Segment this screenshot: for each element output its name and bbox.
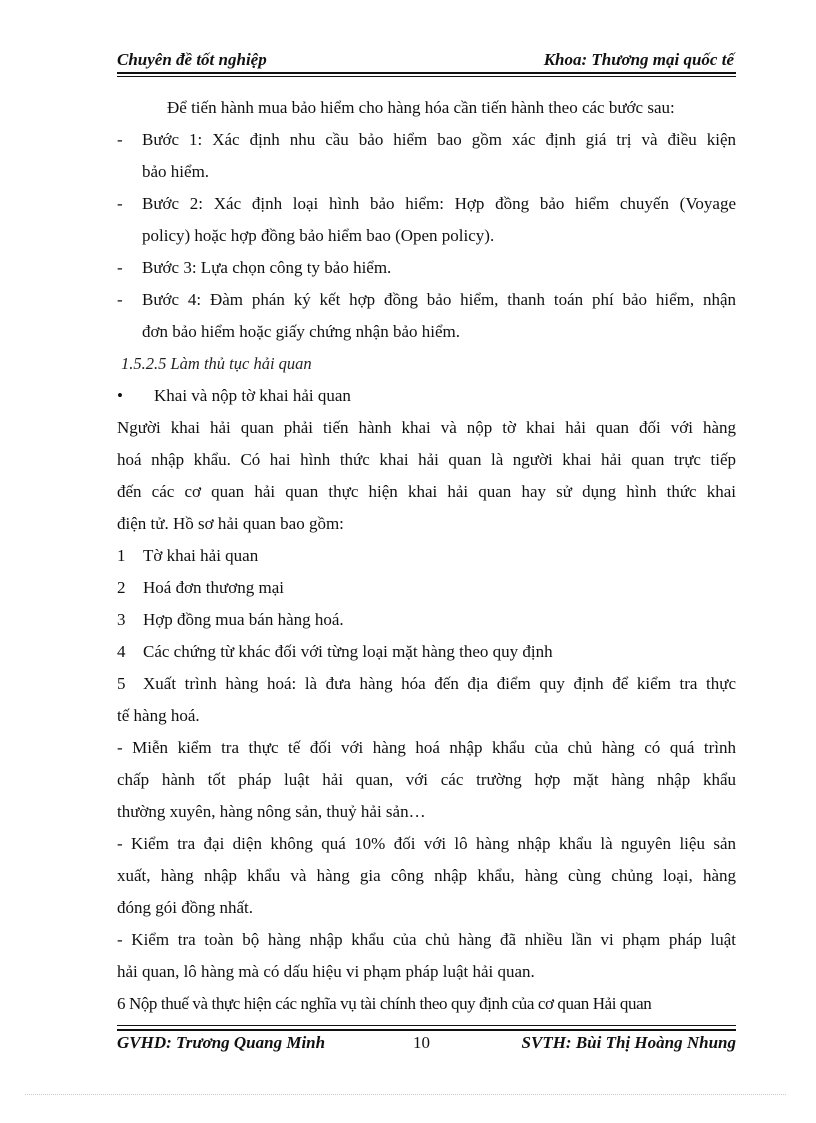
paragraph-line: điện tử. Hồ sơ hải quan bao gồm: [117,514,344,533]
paragraph-line: đến các cơ quan hải quan thực hiện khai hải quan hay sử dụng hình thức khai [117,482,736,501]
paragraph-line: đóng gói đồng nhất. [117,898,253,917]
list-number: 4 [117,642,126,661]
header-rule-thin [117,76,736,77]
customs-paragraph [117,412,736,540]
paragraph-line: hoá nhập khẩu. Có hai hình thức khai hải quan là người khai hải quan trực tiếp [117,450,736,469]
paragraph-line: xuất, hàng nhập khẩu và hàng gia công nhập khẩu, hàng cùng chủng loại, hàng [117,866,736,885]
step-dash: - [117,258,123,277]
list-item [117,572,736,604]
inspection-paragraph-1 [117,732,736,828]
footer-student: SVTH: Bùi Thị Hoàng Nhung [521,1033,736,1052]
paragraph-line: - Kiểm tra đại diện không quá 10% đối với lô hàng nhập khẩu là nguyên liệu sản [117,834,736,853]
step-1 [117,124,736,188]
list-item [117,636,736,668]
list-number: 5 [117,674,126,693]
page-edge-divider [25,1094,786,1095]
page-number: 10 [413,1033,430,1052]
header-rule [117,72,736,74]
step-3 [117,252,736,284]
numbered-list [117,540,736,732]
step-4-line-1: Bước 4: Đàm phán ký kết hợp đồng bảo hiểm, thanh toán phí bảo hiểm, nhận [142,290,736,309]
paragraph-line: thường xuyên, hàng nông sản, thuỷ hải sản… [117,802,426,821]
bullet-icon: • [117,386,123,405]
paragraph-line: hải quan, lô hàng mà có dấu hiệu vi phạm pháp luật hải quan. [117,962,535,981]
tax-line: 6 Nộp thuế và thực hiện các nghĩa vụ tài chính theo quy định của cơ quan Hải quan [117,994,652,1013]
list-text: Hoá đơn thương mại [143,578,284,597]
paragraph-line: - Kiểm tra toàn bộ hàng nhập khẩu của chủ hàng đã nhiều lần vi phạm pháp luật [117,930,736,949]
step-4 [117,284,736,348]
list-text: Xuất trình hàng hoá: là đưa hàng hóa đến địa điểm quy định để kiểm tra thực [143,674,736,693]
page-footer [117,1033,736,1057]
step-dash: - [117,194,123,213]
list-text: Các chứng từ khác đối với từng loại mặt hàng theo quy định [143,642,553,661]
step-3-line-1: Bước 3: Lựa chọn công ty bảo hiểm. [142,258,392,277]
step-2-line-1: Bước 2: Xác định loại hình bảo hiểm: Hợp đồng bảo hiểm chuyến (Voyage [142,194,736,213]
section-heading: 1.5.2.5 Làm thủ tục hải quan [121,354,312,373]
step-1-line-1: Bước 1: Xác định nhu cầu bảo hiểm bao gồm xác định giá trị và điều kiện [142,130,736,149]
list-text: Tờ khai hải quan [143,546,259,565]
list-number: 2 [117,578,126,597]
list-item [117,604,736,636]
page-header [117,48,734,72]
footer-rule [117,1029,736,1031]
list-number: 1 [117,546,126,565]
step-4-line-2: đơn bảo hiểm hoặc giấy chứng nhận bảo hiểm. [142,322,460,341]
header-right: Khoa: Thương mại quốc tế [543,50,734,69]
step-2-line-2: policy) hoặc hợp đồng bảo hiểm bao (Open policy). [142,226,495,245]
list-item [117,668,736,700]
list-item-continuation: tế hàng hoá. [117,706,200,725]
list-item [117,540,736,572]
inspection-paragraph-3 [117,924,736,988]
page-content [117,92,736,1020]
inspection-paragraph-2 [117,828,736,924]
paragraph-line: Người khai hải quan phải tiến hành khai và nộp tờ khai hải quan đối với hàng [117,418,736,437]
header-left: Chuyên đề tốt nghiệp [117,50,267,69]
step-dash: - [117,290,123,309]
bullet-item [117,380,736,412]
step-1-line-2: bảo hiểm. [142,162,210,181]
step-2 [117,188,736,252]
intro-text: Để tiến hành mua bảo hiểm cho hàng hóa cần tiến hành theo các bước sau: [167,98,675,117]
list-text: Hợp đồng mua bán hàng hoá. [143,610,344,629]
step-dash: - [117,130,123,149]
paragraph-line: - Miễn kiểm tra thực tế đối với hàng hoá nhập khẩu của chủ hàng có quá trình [117,738,736,757]
list-number: 3 [117,610,126,629]
bullet-text: Khai và nộp tờ khai hải quan [154,386,351,405]
footer-rule-thin [117,1025,736,1026]
footer-instructor: GVHD: Trương Quang Minh [117,1033,326,1052]
paragraph-line: chấp hành tốt pháp luật hải quan, với các trường hợp mặt hàng nhập khẩu [117,770,736,789]
